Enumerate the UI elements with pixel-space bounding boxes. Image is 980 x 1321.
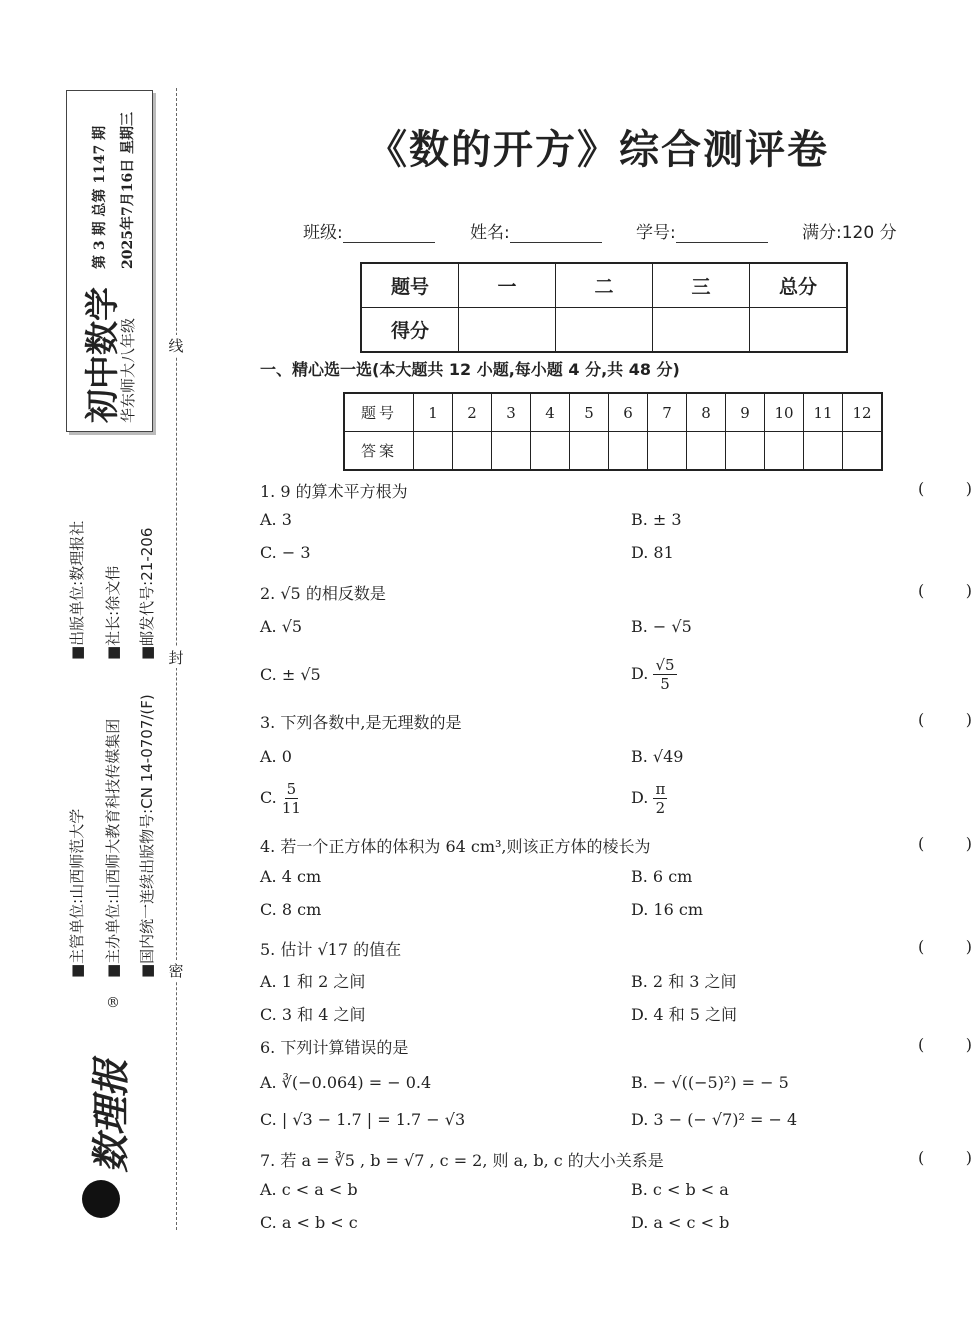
question-stem: 5. 估计 √17 的值在 (260, 940, 402, 959)
answer-parentheses[interactable] (918, 1035, 972, 1054)
numerator: π (655, 780, 666, 798)
answer-number-cell: 7 (648, 393, 687, 432)
score-cell[interactable] (750, 308, 848, 353)
answer-number-cell: 10 (765, 393, 804, 432)
paren-close: ) (965, 710, 972, 729)
numerator: 5 (286, 780, 297, 798)
score-row-label: 得分 (361, 308, 459, 353)
answer-cell[interactable] (687, 432, 726, 471)
option-B[interactable]: B. − √((−5)²) = − 5 (631, 1073, 789, 1092)
option-D[interactable]: D. 81 (631, 543, 674, 562)
score-header-cell: 二 (556, 263, 653, 308)
option-B[interactable]: B. √49 (631, 747, 684, 766)
option-A[interactable]: A. c < a < b (260, 1180, 358, 1199)
answer-cell[interactable] (648, 432, 687, 471)
score-table-header (361, 263, 847, 308)
option-label: C. (260, 788, 282, 807)
denominator: 2 (655, 799, 666, 817)
score-table (360, 262, 848, 353)
answer-table-header (344, 393, 882, 432)
student-id-field[interactable] (636, 218, 768, 243)
name-label: 姓名: (470, 223, 510, 243)
option-D[interactable]: D. 16 cm (631, 900, 704, 919)
option-B[interactable]: B. − √5 (631, 617, 692, 636)
option-C[interactable]: C. a < b < c (260, 1213, 358, 1232)
option-B[interactable]: B. 6 cm (631, 867, 693, 886)
option-A[interactable]: A. √5 (260, 617, 303, 636)
seal-char-seal: 封 (168, 649, 184, 667)
answer-number-cell: 1 (414, 393, 453, 432)
option-B[interactable]: B. ± 3 (631, 510, 682, 529)
answer-number-cell: 4 (531, 393, 570, 432)
answer-number-cell: 12 (843, 393, 883, 432)
answer-parentheses[interactable] (918, 834, 972, 853)
score-header-cell: 题号 (361, 263, 459, 308)
page-title: 《数的开方》综合测评卷 (367, 127, 829, 173)
logo-emblem-icon (82, 1180, 120, 1218)
question-stem: 3. 下列各数中,是无理数的是 (260, 713, 462, 732)
answer-cell[interactable] (414, 432, 453, 471)
class-field[interactable] (303, 218, 435, 243)
option-C[interactable]: C. 8 cm (260, 900, 322, 919)
masthead-date: 2025年7月16日 星期三 (120, 111, 136, 269)
answer-cell[interactable] (570, 432, 609, 471)
option-A[interactable]: A. 4 cm (260, 867, 322, 886)
answer-row-label: 答案 (344, 432, 414, 471)
option-A[interactable]: A. ∛(−0.064) = − 0.4 (260, 1073, 432, 1092)
name-field[interactable] (470, 218, 602, 243)
denominator: 5 (660, 675, 670, 693)
answer-cell[interactable] (531, 432, 570, 471)
option-D[interactable] (631, 656, 677, 693)
supervising-unit: ■主管单位:山西师范大学 (68, 808, 86, 978)
paren-open: ( (918, 479, 925, 498)
option-A[interactable]: A. 3 (260, 510, 292, 529)
serial-number: ■国内统一连续出版物号:CN 14-0707/(F) (138, 694, 156, 978)
fraction (653, 780, 667, 817)
seal-char-secret: 密 (168, 962, 184, 980)
answer-parentheses[interactable] (918, 479, 972, 498)
option-A[interactable]: A. 1 和 2 之间 (260, 972, 366, 991)
answer-number-cell: 5 (570, 393, 609, 432)
answer-cell[interactable] (609, 432, 648, 471)
logo (76, 995, 133, 1225)
option-B[interactable]: B. c < b < a (631, 1180, 729, 1199)
score-header-cell: 一 (459, 263, 556, 308)
answer-number-cell: 6 (609, 393, 648, 432)
question-stem: 4. 若一个正方体的体积为 64 cm³,则该正方体的棱长为 (260, 837, 651, 856)
option-C[interactable]: C. − 3 (260, 543, 311, 562)
answer-number-cell: 11 (804, 393, 843, 432)
score-header-cell: 三 (653, 263, 750, 308)
fraction (282, 780, 301, 817)
answer-parentheses[interactable] (918, 1148, 972, 1167)
option-B[interactable]: B. 2 和 3 之间 (631, 972, 737, 991)
answer-cell[interactable] (765, 432, 804, 471)
class-label: 班级: (303, 223, 343, 243)
option-A[interactable]: A. 0 (260, 747, 292, 766)
registered-icon: ® (106, 995, 120, 1011)
seal-char-line: 线 (168, 337, 184, 355)
paren-close: ) (965, 581, 972, 600)
full-marks: 满分:120 分 (802, 223, 897, 243)
paren-open: ( (918, 1148, 925, 1167)
option-D[interactable]: D. 4 和 5 之间 (631, 1005, 738, 1024)
question-stem: 6. 下列计算错误的是 (260, 1038, 409, 1057)
option-C[interactable] (260, 780, 301, 817)
denominator: 11 (281, 799, 301, 817)
answer-cell[interactable] (726, 432, 765, 471)
question-stem: 7. 若 a = ∛5 , b = √7 , c = 2, 则 a, b, c 的大小关系是 (260, 1151, 664, 1170)
masthead-title: 初中数学 (83, 287, 123, 423)
paren-close: ) (965, 479, 972, 498)
score-header-cell: 总分 (750, 263, 848, 308)
masthead-issue: 第 3 期 总第 1147 期 (92, 125, 108, 269)
option-D[interactable] (631, 780, 667, 817)
answer-header-label: 题号 (344, 393, 414, 432)
paren-close: ) (965, 937, 972, 956)
answer-number-cell: 9 (726, 393, 765, 432)
score-cell[interactable] (459, 308, 556, 353)
paren-open: ( (918, 581, 925, 600)
option-C[interactable]: C. ± √5 (260, 665, 321, 684)
option-label: D. (631, 788, 654, 807)
option-label: D. (631, 664, 654, 683)
answer-cell[interactable] (804, 432, 843, 471)
answer-cell[interactable] (453, 432, 492, 471)
answer-parentheses[interactable] (918, 710, 972, 729)
section-heading (260, 357, 680, 380)
answer-number-cell: 3 (492, 393, 531, 432)
student-id-label: 学号: (636, 223, 676, 243)
answer-table-row (344, 432, 882, 471)
publisher-unit: ■出版单位:数理报社 (68, 520, 86, 660)
logo-text: 数理报 (89, 1058, 133, 1173)
section-heading-text: 一、精心选一选(本大题共 12 小题,每小题 4 分,共 48 分) (260, 360, 680, 379)
answer-number-cell: 2 (453, 393, 492, 432)
answer-table (343, 392, 883, 471)
fraction (653, 656, 676, 693)
option-C[interactable]: C. 3 和 4 之间 (260, 1005, 366, 1024)
answer-cell[interactable] (843, 432, 883, 471)
answer-parentheses[interactable] (918, 581, 972, 600)
question-stem: 2. √5 的相反数是 (260, 584, 386, 603)
option-D[interactable]: D. 3 − (− √7)² = − 4 (631, 1110, 798, 1129)
option-C[interactable]: C. | √3 − 1.7 | = 1.7 − √3 (260, 1110, 466, 1129)
postal-code: ■邮发代号:21-206 (138, 527, 156, 660)
sponsor-unit: ■主办单位:山西师大教育科技传媒集团 (104, 718, 122, 978)
score-cell[interactable] (653, 308, 750, 353)
question-stem: 1. 9 的算术平方根为 (260, 482, 408, 501)
score-table-row (361, 308, 847, 353)
paren-open: ( (918, 1035, 925, 1054)
answer-number-cell: 8 (687, 393, 726, 432)
paren-close: ) (965, 1148, 972, 1167)
publisher-director: ■社长:徐文伟 (104, 565, 122, 660)
numerator: √5 (655, 656, 675, 674)
paren-open: ( (918, 937, 925, 956)
answer-cell[interactable] (492, 432, 531, 471)
paren-close: ) (965, 1035, 972, 1054)
masthead-edition: 华东师大八年级 (119, 317, 137, 423)
paren-open: ( (918, 710, 925, 729)
paren-open: ( (918, 834, 925, 853)
option-D[interactable]: D. a < c < b (631, 1213, 730, 1232)
paren-close: ) (965, 834, 972, 853)
score-cell[interactable] (556, 308, 653, 353)
answer-parentheses[interactable] (918, 937, 972, 956)
